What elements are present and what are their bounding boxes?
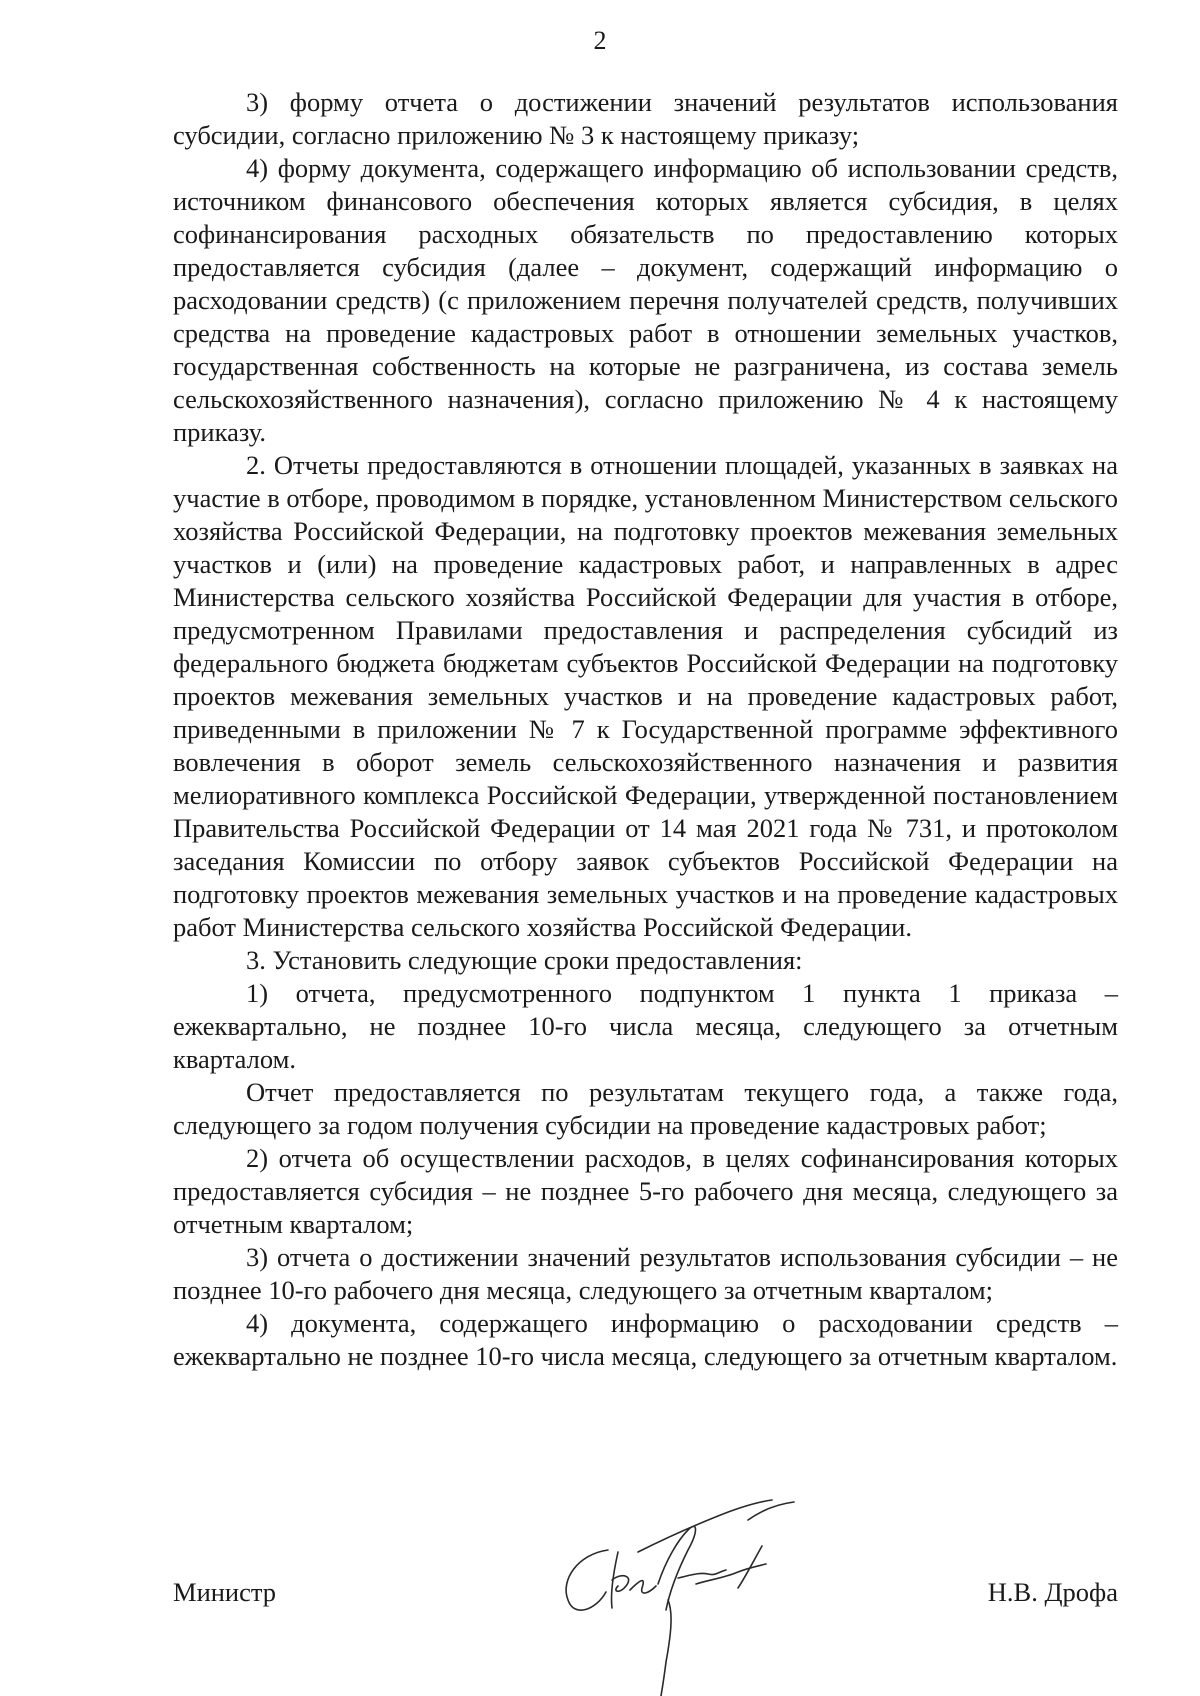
paragraph-section-2-reports-scope: 2. Отчеты предоставляются в отношении площадей, указанных в заявках на участие в отборе, проводимом в порядке, установленном Министерством сельского хозяйства Российской Федерации, на подготовку проектов межевания земельных участков и (или) на проведение кадастровых работ, и направленных в адрес Министерства сельского хозяйства Российской Федерации для участия в отборе, предусмотренном Правилами предоставления и распределения субсидий из федерального бюджета бюджетам субъектов Российской Федерации на подготовку проектов межевания земельных участков и на проведение кадастровых работ, приведенными в приложении № 7 к Государственной программе эффективного вовлечения в оборот земель сельскохозяйственного назначения и развития мелиоративного комплекса Российской Федерации, утвержденной постановлением Правительства Российской Федерации от 14 мая 2021 года № 731, и протоколом заседания Комиссии по отбору заявок субъектов Российской Федерации на подготовку проектов межевания земельных участков и на проведение кадастровых работ Министерства сельского хозяйства Российской Федерации. bbox=[173, 450, 1118, 942]
signer-name: Н.В. Дрофа bbox=[987, 1577, 1118, 1607]
paragraph-item-4-document-form: 4) форму документа, содержащего информацию об использовании средств, источником финансового обеспечения которых является субсидия, в целях софинансирования расходных обязательств по предоставлению которых предоставляется субсидия (далее – документ, содержащий информацию о расходовании средств) (с приложением перечня получателей средств, получивших средства на проведение кадастровых работ в отношении земельных участков, государственная собственность на которые не разграничена, из состава земель сельскохозяйственного назначения), согласно приложению № 4 к настоящему приказу. bbox=[173, 153, 1118, 447]
page-number: 2 bbox=[593, 26, 607, 55]
paragraph-deadline-4: 4) документа, содержащего информацию о расходовании средств – ежеквартально не позднее 10-го числа месяца, следующего за отчетным кварталом. bbox=[173, 1308, 1118, 1371]
paragraph-deadline-1: 1) отчета, предусмотренного подпунктом 1 пункта 1 приказа – ежеквартально, не позднее 10-го числа месяца, следующего за отчетным кварталом. bbox=[173, 978, 1118, 1074]
signature-block bbox=[173, 1577, 1118, 1617]
paragraph-deadline-3: 3) отчета о достижении значений результатов использования субсидии – не позднее 10-го рабочего дня месяца, следующего за отчетным кварталом; bbox=[173, 1242, 1118, 1305]
document-body bbox=[173, 86, 1118, 1373]
paragraph-section-3-deadlines: 3. Установить следующие сроки предоставления: bbox=[246, 945, 803, 975]
signer-position: Министр bbox=[173, 1577, 277, 1607]
paragraph-deadline-1-note: Отчет предоставляется по результатам текущего года, а также года, следующего за годом получения субсидии на проведение кадастровых работ; bbox=[173, 1077, 1118, 1140]
paragraph-item-3-report-form: 3) форму отчета о достижении значений результатов использования субсидии, согласно приложению № 3 к настоящему приказу; bbox=[173, 87, 1118, 150]
paragraph-deadline-2: 2) отчета об осуществлении расходов, в целях софинансирования которых предоставляется субсидия – не позднее 5-го рабочего дня месяца, следующего за отчетным кварталом; bbox=[173, 1143, 1118, 1239]
